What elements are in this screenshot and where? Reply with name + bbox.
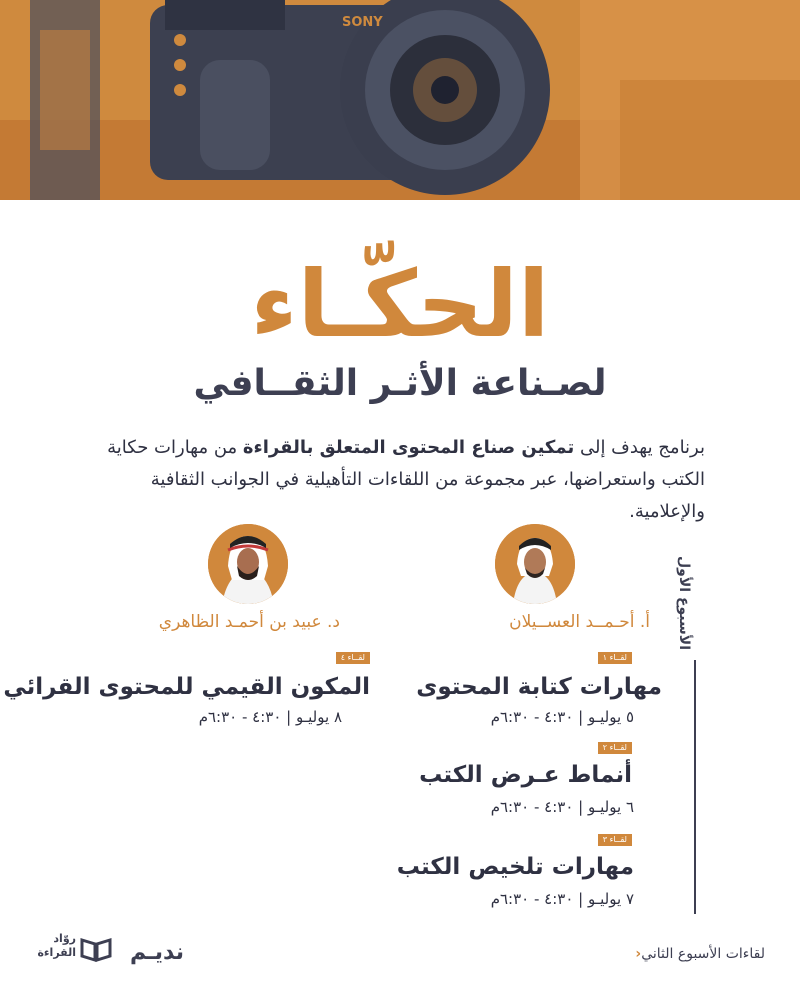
chevron-left-icon: ‹ xyxy=(635,946,642,962)
open-book-icon xyxy=(80,936,112,962)
week-label-text: الأسبوع الأول xyxy=(676,556,692,650)
hero-camera-image xyxy=(0,0,800,200)
intro-part1: برنامج يهدف إلى xyxy=(574,437,705,458)
session-4-title: المكون القيمي للمحتوى القرائي xyxy=(3,674,370,700)
speaker-2-name: د. عبيد بن أحمـد الظاهري xyxy=(158,612,340,632)
session-2-date: ٦ يوليـو | ٤:٣٠ - ٦:٣٠م xyxy=(490,798,634,816)
ruwwad-logo xyxy=(37,932,120,972)
speaker-1-name: أ. أحـمــد العســيلان xyxy=(509,612,650,632)
program-subtitle: لصـناعة الأثـر الثقــافي xyxy=(193,363,607,404)
session-3-tag: لقــاء ٣ xyxy=(598,834,632,846)
session-2-tag: لقــاء ٢ xyxy=(598,742,632,754)
week-divider xyxy=(694,660,696,914)
intro-part2: من مهارات حكاية الكتب واستعراضها، عبر مجموعة من اللقاءات التأهيلية في الجوانب الثقافية والإعلامية. xyxy=(107,437,705,522)
camera-brand-text: SONY xyxy=(342,15,383,30)
ruwwad-line2: القراءة xyxy=(37,946,76,959)
ruwwad-line1: روّاد xyxy=(53,932,76,945)
intro-bold: تمكين صناع المحتوى المتعلق بالقراءة xyxy=(242,437,575,458)
program-description xyxy=(95,432,705,528)
speaker-1-avatar xyxy=(495,524,575,604)
session-4-tag: لقــاء ٤ xyxy=(336,652,370,664)
session-1-date: ٥ يوليـو | ٤:٣٠ - ٦:٣٠م xyxy=(490,708,634,726)
session-1-tag: لقــاء ١ xyxy=(598,652,632,664)
speaker-2-avatar xyxy=(208,524,288,604)
next-week-link[interactable] xyxy=(620,946,765,962)
session-3-date: ٧ يوليـو | ٤:٣٠ - ٦:٣٠م xyxy=(490,890,634,908)
session-1-title: مهارات كتابة المحتوى xyxy=(416,674,662,700)
next-week-label: لقاءات الأسبوع الثاني xyxy=(641,946,765,962)
session-2-title: أنماط عـرض الكتب xyxy=(419,762,632,788)
ruwwad-logo-text xyxy=(37,932,76,960)
nadeem-logo: نديـم xyxy=(130,940,185,965)
week-label xyxy=(664,556,704,660)
program-title: الحكّـاء xyxy=(250,251,550,358)
session-3-title: مهارات تلخيص الكتب xyxy=(396,854,634,880)
session-4-date: ٨ يوليـو | ٤:٣٠ - ٦:٣٠م xyxy=(198,708,342,726)
